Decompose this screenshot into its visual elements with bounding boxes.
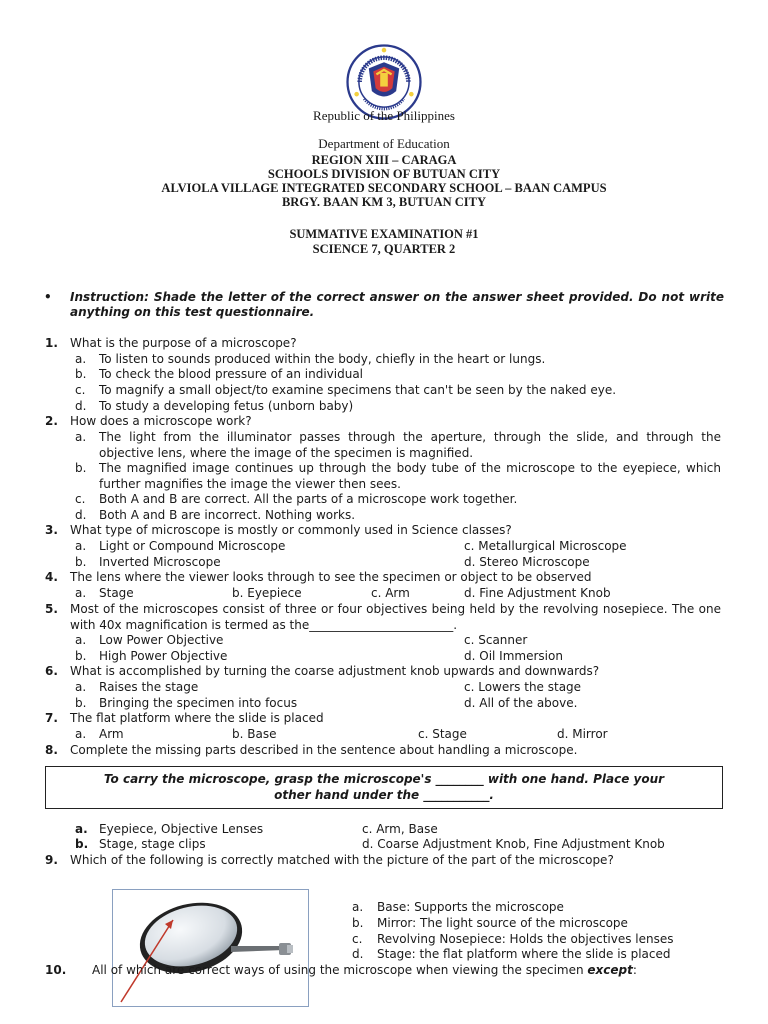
option-text: Low Power Objective [99,633,224,647]
question-number: 1. [45,336,58,350]
fill-in-box [45,766,723,809]
question-10-emphasis: except [587,963,633,977]
microscope-part-picture [112,889,309,1007]
question-text [92,963,637,979]
option-text: Revolving Nosepiece: Holds the objectives lenses [377,932,674,946]
question-number: 6. [45,664,58,678]
question-number: 3. [45,523,58,537]
option-letter: a. [75,430,87,444]
option-text: Raises the stage [99,680,199,694]
option-text: Stage [99,586,134,600]
exam-title: SUMMATIVE EXAMINATION #1 [289,227,479,241]
option-text: Base: Supports the microscope [377,900,564,914]
question-text: What type of microscope is mostly or commonly used in Science classes? [70,523,512,537]
option-d: d. Coarse Adjustment Knob, Fine Adjustment Knob [362,837,665,851]
option-text: Light or Compound Microscope [99,539,286,553]
option-letter: a. [75,352,87,366]
option-letter: b. [352,916,364,930]
option-b: b. Base [232,727,277,741]
question-number: 5. [45,602,58,616]
option-letter: c. [75,492,86,506]
option-letter: c. [75,383,86,397]
option-d: d. Stereo Microscope [464,555,590,569]
option-c: c. Stage [418,727,467,741]
option-text: To magnify a small object/to examine specimens that can't be seen by the naked eye. [99,383,617,397]
option-letter: b. [75,367,87,381]
question-text: The lens where the viewer looks through to see the specimen or object to be observed [70,570,592,584]
header-address: BRGY. BAAN KM 3, BUTUAN CITY [281,195,487,209]
option-letter: b. [75,555,87,569]
option-letter: a. [75,727,87,741]
instruction-text: Instruction: Shade the letter of the correct answer on the answer sheet provided. Do not write anything on this test questionnaire. [70,290,724,319]
question-text: Complete the missing parts described in the sentence about handling a microscope. [70,743,578,757]
option-text: Inverted Microscope [99,555,221,569]
option-letter: b. [75,696,87,710]
question-number: 4. [45,570,58,584]
option-text: Both A and B are correct. All the parts of a microscope work together. [99,492,518,506]
question-number: 9. [45,853,58,867]
exam-subject: SCIENCE 7, QUARTER 2 [312,242,456,256]
option-text: Arm [99,727,124,741]
option-letter: a. [75,680,87,694]
option-d: d. Oil Immersion [464,649,563,663]
option-c: c. Lowers the stage [464,680,582,694]
option-letter: a. [75,586,87,600]
option-letter: b. [75,461,87,475]
option-d: d. Fine Adjustment Knob [464,586,611,600]
option-text: Bringing the specimen into focus [99,696,298,710]
header-division: SCHOOLS DIVISION OF BUTUAN CITY [267,167,501,181]
question-number: 2. [45,414,58,428]
option-text: Mirror: The light source of the microscope [377,916,628,930]
option-letter: b. [75,837,89,851]
question-text: The flat platform where the slide is placed [70,711,324,725]
instruction-block [44,290,724,320]
option-letter: c. [352,932,363,946]
box-line-1: To carry the microscope, grasp the microscope's ________ with one hand. Place your [103,772,665,786]
option-letter: a. [352,900,364,914]
header-region: REGION XIII – CARAGA [311,153,457,167]
question-number: 8. [45,743,58,757]
option-text: To study a developing fetus (unborn baby) [99,399,354,413]
header-republic: Republic of the Philippines [313,108,455,123]
option-letter: d. [75,508,87,522]
question-5-text: Most of the microscopes consist of three or four objectives being held by the revolving nosepiece. The one with 40x magnification is termed as the________________________. [70,602,721,632]
question-text: What is accomplished by turning the coarse adjustment knob upwards and downwards? [70,664,600,678]
question-number: 7. [45,711,58,725]
option-letter: a. [75,539,87,553]
bullet-icon: • [44,290,52,304]
header-school: ALVIOLA VILLAGE INTEGRATED SECONDARY SCHOOL – BAAN CAMPUS [161,181,607,195]
question-text: Which of the following is correctly matched with the picture of the part of the microscope? [70,853,614,867]
option-text: Eyepiece, Objective Lenses [99,822,264,836]
option-text: The magnified image continues up through the body tube of the microscope to the eyepiece, which further magnifies the image the viewer then sees. [99,461,721,491]
option-d: d. All of the above. [464,696,578,710]
option-letter: d. [352,947,364,961]
option-letter: a. [75,633,87,647]
option-letter: b. [75,649,87,663]
option-c: c. Arm, Base [362,822,438,836]
option-text: High Power Objective [99,649,228,663]
option-letter: a. [75,822,88,836]
option-b: b. Eyepiece [232,586,302,600]
mirror-illustration-icon [113,890,308,1006]
option-letter: d. [75,399,87,413]
option-text: The light from the illuminator passes through the aperture, through the slide, and through the objective lens, where the image of the specimen is magnified. [99,430,721,460]
question-text: What is the purpose of a microscope? [70,336,297,350]
header-department: Department of Education [318,136,450,151]
option-c: c. Scanner [464,633,528,647]
box-line-2: other hand under the ___________. [274,787,494,802]
option-text: Stage, stage clips [99,837,206,851]
option-text: To listen to sounds produced within the body, chiefly in the heart or lungs. [99,352,546,366]
option-text: To check the blood pressure of an individual [99,367,364,381]
option-text: Both A and B are incorrect. Nothing works. [99,508,356,522]
question-number: 10. [45,963,67,977]
question-text: How does a microscope work? [70,414,252,428]
option-d: d. Mirror [557,727,608,741]
question-10-text: All of which are correct ways of using the microscope when viewing the specimen [92,963,588,977]
option-c: c. Metallurgical Microscope [464,539,627,553]
option-c: c. Arm [371,586,410,600]
question-10-tail: : [632,963,637,977]
option-text: Stage: the flat platform where the slide is placed [377,947,671,961]
